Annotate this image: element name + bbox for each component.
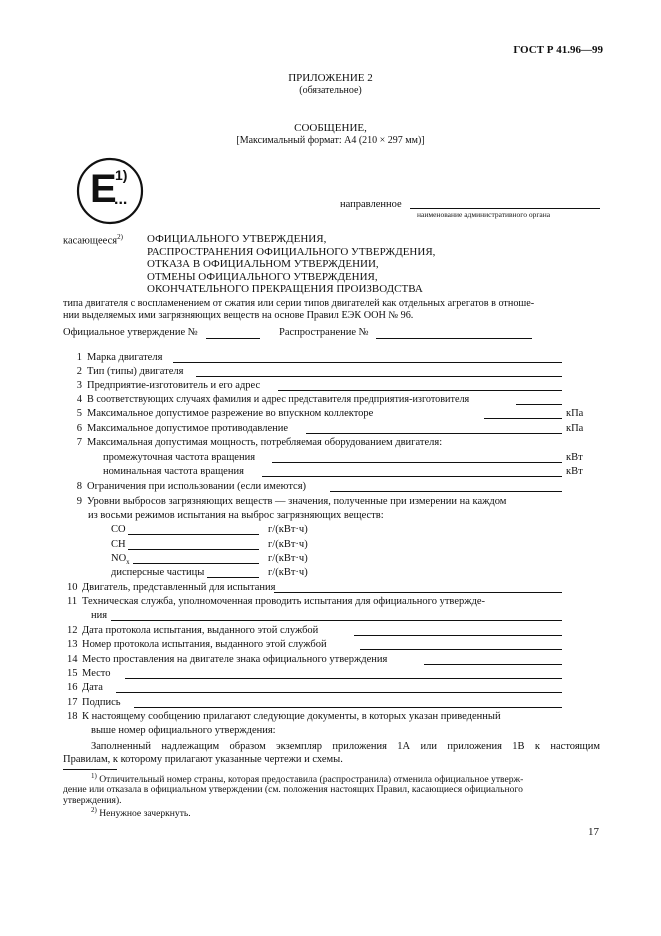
emission-co-unit: г/(кВт·ч) <box>268 524 308 535</box>
item-2-field[interactable] <box>196 375 562 377</box>
closing-line: Заполненный надлежащим образом экземпляр приложения 1А или приложения 1В к настоящим <box>91 741 600 752</box>
emission-nox-sub: x <box>126 558 130 567</box>
footnote-text: Ненужное зачеркнуть. <box>99 808 191 820</box>
item-18-line2: выше номер официального утверждения: <box>91 725 276 736</box>
intro-line: типа двигателя с воспламенением от сжатия или серии типов двигателей как отдельных агрегатов в отноше- <box>63 298 535 309</box>
emission-pm-unit: г/(кВт·ч) <box>268 567 308 578</box>
sent-by-line[interactable] <box>410 207 600 209</box>
item-label: Предприятие-изготовитель и его адрес <box>87 380 261 391</box>
item-number: 10 <box>67 582 78 593</box>
closing-line: Правилам, к которому прилагают указанные чертежи и схемы. <box>63 754 343 765</box>
item-16-field[interactable] <box>116 691 562 693</box>
item-14 <box>67 654 387 665</box>
standard-code: ГОСТ Р 41.96—99 <box>513 44 603 56</box>
emission-nox-text: NO <box>111 553 127 564</box>
item-number: 9 <box>76 496 82 507</box>
item-7 <box>72 437 442 448</box>
annex-title: ПРИЛОЖЕНИЕ 2 <box>288 72 373 84</box>
message-format: [Максимальный формат: А4 (210 × 297 мм)] <box>236 135 425 146</box>
item-7a-field[interactable] <box>272 461 562 463</box>
item-number: 14 <box>67 654 78 665</box>
item-15 <box>67 668 110 679</box>
item-label: В соответствующих случаях фамилия и адрес представителя предприятия-изготовителя <box>87 394 470 405</box>
item-6-unit: кПа <box>566 423 584 434</box>
item-6-field[interactable] <box>306 432 562 434</box>
item-label: Тип (типы) двигателя <box>87 366 184 377</box>
item-7a-unit: кВт <box>566 452 583 463</box>
item-5-unit: кПа <box>566 408 584 419</box>
emission-nox-label <box>111 553 130 566</box>
footnote-2 <box>91 806 191 819</box>
item-9 <box>72 496 506 507</box>
item-11-line2: ния <box>91 610 108 621</box>
item-8 <box>72 481 306 492</box>
concerning-item: ОТКАЗА В ОФИЦИАЛЬНОМ УТВЕРЖДЕНИИ, <box>147 258 379 270</box>
item-3-field[interactable] <box>278 389 562 391</box>
item-number: 13 <box>67 639 78 650</box>
official-approval-label: Официальное утверждение № <box>63 327 198 338</box>
item-13 <box>67 639 327 650</box>
emission-ch-unit: г/(кВт·ч) <box>268 539 308 550</box>
item-number: 5 <box>76 408 82 419</box>
footnote-mark: 1) <box>91 772 97 780</box>
item-16 <box>67 682 103 693</box>
mark-letter: E <box>90 167 117 211</box>
emission-ch-field[interactable] <box>128 548 259 550</box>
item-7b-field[interactable] <box>262 475 562 477</box>
extension-label: Распространение № <box>279 327 369 338</box>
footnote-text: Отличительный номер страны, которая предоставила (распространила) отменила официальное утверж- <box>99 774 524 786</box>
mark-superscript: 1) <box>115 167 128 183</box>
item-label: Двигатель, представленный для испытания <box>82 582 276 593</box>
item-label: Максимальное допустимое противодавление <box>87 423 289 434</box>
item-label: К настоящему сообщению прилагают следующие документы, в которых указан приведенный <box>82 711 501 722</box>
item-9-line2: из восьми режимов испытания на выброс загрязняющих веществ: <box>88 510 384 521</box>
footnote-mark: 2) <box>91 806 97 814</box>
item-17-field[interactable] <box>134 706 562 708</box>
item-label: Подпись <box>82 697 121 708</box>
item-7b-label: номинальная частота вращения <box>103 466 244 477</box>
concerning-label <box>63 233 123 247</box>
item-11 <box>67 596 485 607</box>
item-11-field[interactable] <box>111 619 562 621</box>
message-title: СООБЩЕНИЕ, <box>294 122 367 134</box>
emission-nox-field[interactable] <box>133 562 259 564</box>
item-label: Место проставления на двигателе знака официального утверждения <box>82 654 388 665</box>
item-number: 7 <box>76 437 82 448</box>
item-number: 17 <box>67 697 78 708</box>
item-7b-unit: кВт <box>566 466 583 477</box>
concerning-item: ОКОНЧАТЕЛЬНОГО ПРЕКРАЩЕНИЯ ПРОИЗВОДСТВА <box>147 283 423 295</box>
emission-pm-field[interactable] <box>207 576 259 578</box>
item-number: 3 <box>76 380 82 391</box>
concerning-footnote-mark: 2) <box>117 233 123 241</box>
item-number: 12 <box>67 625 78 636</box>
item-7a-label: промежуточная частота вращения <box>103 452 256 463</box>
item-number: 2 <box>76 366 82 377</box>
item-number: 11 <box>67 596 78 607</box>
official-approval-field[interactable] <box>206 337 260 339</box>
item-10 <box>67 582 275 593</box>
emission-co-field[interactable] <box>128 533 259 535</box>
item-5 <box>72 408 373 419</box>
item-number: 4 <box>76 394 82 405</box>
item-10-field[interactable] <box>274 591 562 593</box>
item-number: 16 <box>67 682 78 693</box>
item-1 <box>72 352 162 363</box>
emission-pm-label: дисперсные частицы <box>111 567 205 578</box>
annex-status: (обязательное) <box>299 85 362 96</box>
item-5-field[interactable] <box>484 417 562 419</box>
item-12 <box>67 625 318 636</box>
emission-nox-unit: г/(кВт·ч) <box>268 553 308 564</box>
item-label: Уровни выбросов загрязняющих веществ — значения, полученные при измерении на каждом <box>87 496 507 507</box>
item-15-field[interactable] <box>125 677 562 679</box>
concerning-item: РАСПРОСТРАНЕНИЯ ОФИЦИАЛЬНОГО УТВЕРЖДЕНИЯ, <box>147 245 436 258</box>
item-number: 18 <box>67 711 78 722</box>
item-label: Максимальная допустимая мощность, потребляемая оборудованием двигателя: <box>87 437 443 448</box>
sent-by-caption: наименование административного органа <box>417 210 551 219</box>
item-label: Номер протокола испытания, выданного этой службой <box>82 639 327 650</box>
concerning-item: ОТМЕНЫ ОФИЦИАЛЬНОГО УТВЕРЖДЕНИЯ, <box>147 270 378 283</box>
item-number: 6 <box>76 423 82 434</box>
item-2 <box>72 366 183 377</box>
mark-dots: ... <box>114 191 128 208</box>
item-4-field[interactable] <box>516 403 562 405</box>
item-number: 15 <box>67 668 78 679</box>
footnote-divider <box>63 769 117 770</box>
item-4 <box>72 394 469 405</box>
item-number: 8 <box>76 481 82 492</box>
footnote-1-line3: утверждения). <box>63 795 122 806</box>
sent-by-label: направленное <box>340 199 402 210</box>
approval-mark <box>74 155 146 227</box>
emission-ch-label: CH <box>111 539 126 550</box>
page-number: 17 <box>588 826 599 838</box>
item-label: Ограничения при использовании (если имеются) <box>87 481 307 492</box>
emission-co-label: CO <box>111 524 126 535</box>
intro-line: нии выделяемых ими загрязняющих веществ на основе Правил ЕЭК ООН № 96. <box>63 310 414 321</box>
item-18 <box>67 711 501 722</box>
footnote-1-line2: дение или отказала в официальном утверждении (см. положения настоящих Правил, касающиеся официального <box>63 784 523 795</box>
concerning-label-text: касающееся <box>63 235 118 247</box>
item-13-field[interactable] <box>360 648 562 650</box>
item-label: Дата протокола испытания, выданного этой службой <box>82 625 319 636</box>
item-number: 1 <box>76 352 82 363</box>
item-6 <box>72 423 288 434</box>
item-14-field[interactable] <box>424 663 562 665</box>
item-12-field[interactable] <box>354 634 562 636</box>
item-3 <box>72 380 260 391</box>
item-8-field[interactable] <box>330 490 562 492</box>
extension-field[interactable] <box>376 337 532 339</box>
item-label: Максимальное допустимое разрежение во впускном коллекторе <box>87 408 374 419</box>
item-label: Марка двигателя <box>87 352 163 363</box>
item-label: Место <box>82 668 111 679</box>
item-label: Техническая служба, уполномоченная проводить испытания для официального утвержде- <box>82 596 485 607</box>
item-label: Дата <box>82 682 103 693</box>
item-17 <box>67 697 121 708</box>
item-1-field[interactable] <box>173 361 562 363</box>
concerning-item: ОФИЦИАЛЬНОГО УТВЕРЖДЕНИЯ, <box>147 233 327 245</box>
